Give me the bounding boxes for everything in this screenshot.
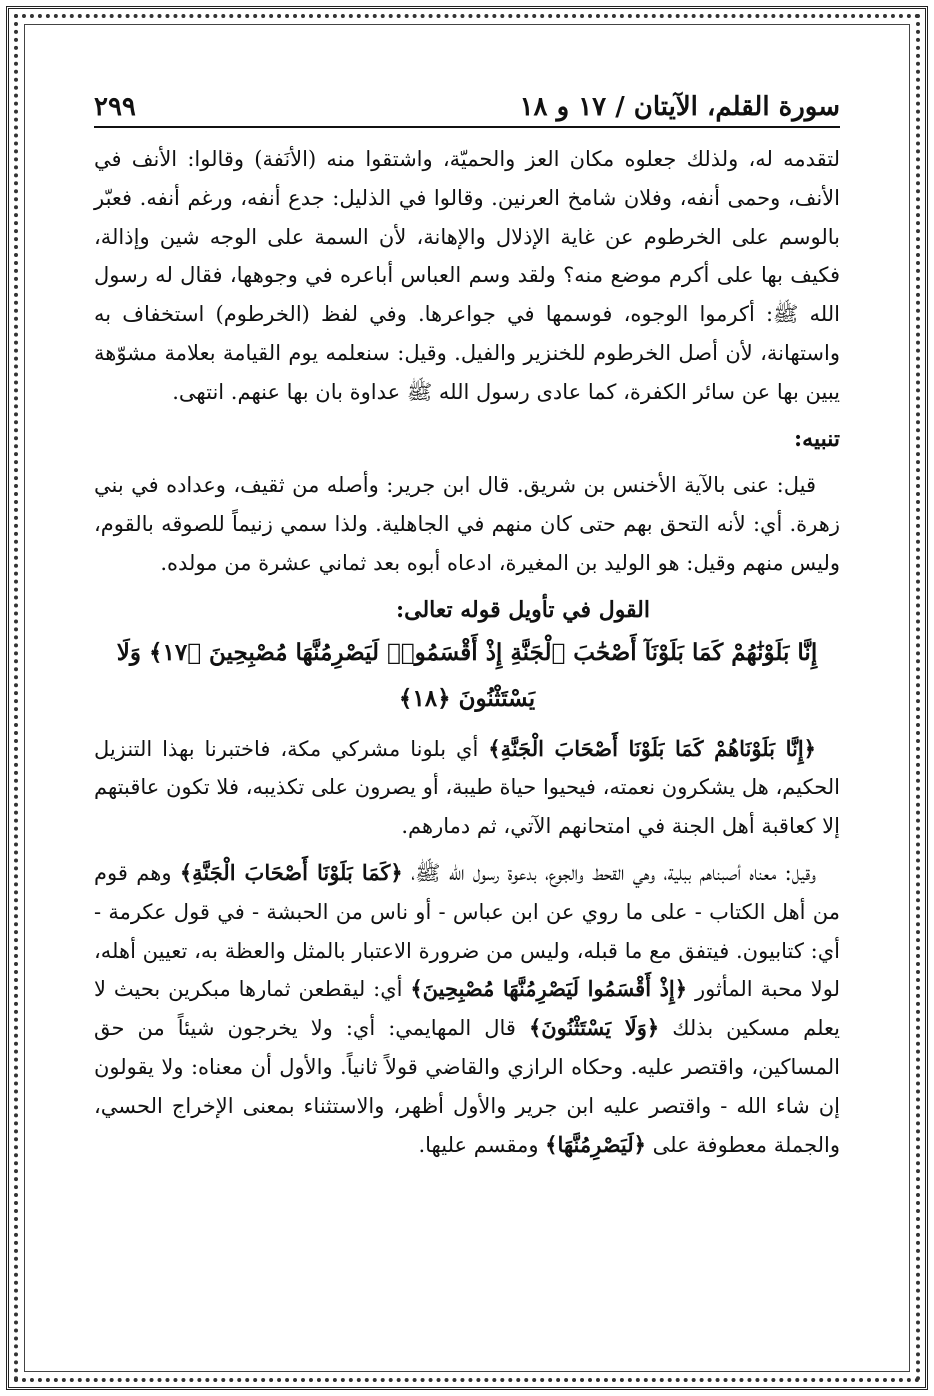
paragraph-3-text: أي بلونا مشركي مكة، فاختبرنا بهذا التنزيل الحكيم، هل يشكرون نعمته، فيحيوا حياة طيبة، أو يصرون على تكذيبه، فلا تكون عاقبتهم إلا كعاقبة أهل الجنة في امتحانهم الآتي، ثم دمارهم. bbox=[94, 736, 840, 839]
quran-verse: إِنَّا بَلَوْنَٰهُمْ كَمَا بَلَوْنَآ أَصْحَٰبَ ٱلْجَنَّةِ إِذْ أَقْسَمُوا۟ لَيَصْرِمُنَّهَا مُصْبِحِينَ ﴿١٧﴾ وَلَا يَسْتَثْنُونَ ﴿١٨﴾ bbox=[116, 638, 818, 712]
paragraph-4-text-b: وهم قوم من أهل الكتاب - على ما روي عن ابن عباس - أو ناس من الحبشة - في قول عكرمة - أي: كتابيون. فيتفق مع ما قبله، وليس من ضرورة الاعتبار بالمثل والعظة به، تعيين أهله، لولا محبة المأثور bbox=[94, 860, 840, 1002]
page-header bbox=[94, 84, 840, 128]
paragraph-4-text-d: قال المهايمي: أي: ولا يخرجون شيئاً من حق المساكين، واقتصر عليه. وحكاه الرازي والقاضي قولاً ثانياً. والأول أن معناه: ولا يقولون إن شاء الله - واقتصر عليه ابن جرير والأول أظهر، والاستثناء بمعنى الإخراج الحسي، والجملة معطوفة على bbox=[94, 1016, 840, 1157]
paragraph-2: قيل: عنى بالآية الأخنس بن شريق. قال ابن جرير: وأصله من ثقيف، وعداده في بني زهرة. أي: لأنه التحق بهم حتى كان منهم في الجاهلية. ولذا سمي زنيماً للصوقه بالقوم، وليس منهم وقيل: هو الوليد بن المغيرة، ادعاه أبوه بعد ثماني عشرة من مولده. bbox=[94, 473, 840, 575]
quote-verse-17: ﴿إِنَّا بَلَوْنَاهُمْ كَمَا بَلَوْنَا أَصْحَابَ الْجَنَّةِ﴾ bbox=[488, 735, 816, 761]
paragraph-4-text-a: وقيل: معناه أصبناهم ببلية، وهي القحط والجوع، بدعوة رسول الله ﷺ، bbox=[402, 860, 816, 885]
tanbih-heading: تنبيه: bbox=[794, 425, 840, 452]
quote-idh-aqsamu: ﴿إِذْ أَقْسَمُوا لَيَصْرِمُنَّهَا مُصْبِحِينَ﴾ bbox=[410, 976, 688, 1002]
paragraph-4-text-c: أي: ليقطعن ثمارها مبكرين بحيث لا يعلم مسكين بذلك bbox=[94, 977, 841, 1041]
quote-la-yastathnun: ﴿وَلَا يَسْتَثْنُونَ﴾ bbox=[528, 1015, 660, 1041]
paragraph-3 bbox=[94, 730, 840, 846]
page-number: ٢٩٩ bbox=[94, 92, 136, 122]
quote-layasrimunnaha: ﴿لَيَصْرِمُنَّهَا﴾ bbox=[545, 1131, 646, 1157]
paragraph-4-text-e: ومقسم عليها. bbox=[418, 1132, 546, 1157]
tafsir-heading: القول في تأويل قوله تعالى: bbox=[396, 596, 650, 623]
running-title: سورة القلم، الآيتان / ١٧ و ١٨ bbox=[519, 92, 840, 122]
quote-ashab-aljanna: ﴿كَمَا بَلَوْنَا أَصْحَابَ الْجَنَّةِ﴾ bbox=[179, 859, 403, 885]
paragraph-4 bbox=[94, 854, 840, 1164]
page-body bbox=[94, 140, 840, 1164]
paragraph-1: لتقدمه له، ولذلك جعلوه مكان العز والحميّة، واشتقوا منه (الأنَفة) وقالوا: الأنف في الأنف، وحمى أنفه، وفلان شامخ العرنين. وقالوا في الذليل: جدع أنفه، ورغم أنفه. فعبّر بالوسم على الخرطوم عن غاية الإذلال والإهانة، لأن السمة على الوجه شين وإذالة، فكيف بها على أكرم موضع منه؟ ولقد وسم العباس أباعره في وجوهها، فقال له رسول الله ﷺ: أكرموا الوجوه، فوسمها في جواعرها. وفي لفظ (الخرطوم) استخفاف به واستهانة، لأن أصل الخرطوم للخنزير والفيل. وقيل: سنعلمه يوم القيامة بعلامة مشوّهة يبين بها عن سائر الكفرة، كما عادى رسول الله ﷺ عداوة بان بها عنهم. انتهى. bbox=[94, 147, 840, 404]
